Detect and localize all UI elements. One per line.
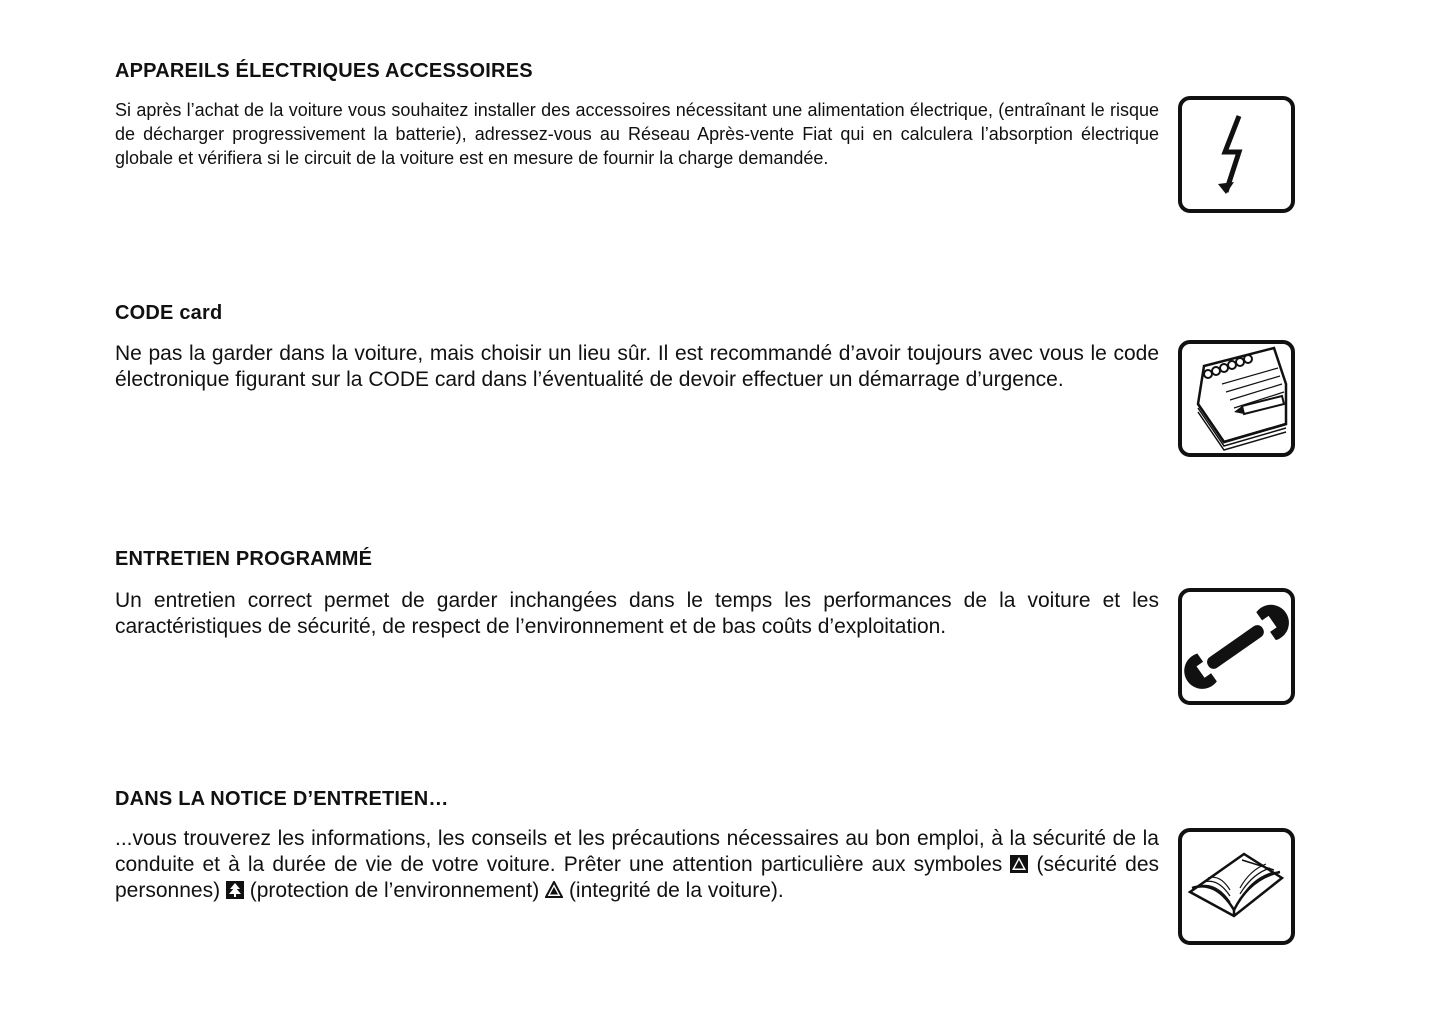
open-book-icon <box>1178 828 1295 945</box>
section-heading: APPAREILS ÉLECTRIQUES ACCESSOIRES <box>115 60 533 82</box>
spiral-notebook-pencil-icon <box>1178 340 1295 457</box>
section-text: Si après l’achat de la voiture vous souhaitez installer des accessoires nécessitant une alimentation électrique, (entraînant le risque de décharger progressivement la batterie), adressez-vous au Réseau Après-vente Fiat qui en calculera l’absorption électrique globale et vérifiera si le circuit de la voiture est en mesure de fournir la charge demandée. <box>115 100 1159 168</box>
text-part-3: (protection de l’environnement) <box>249 879 540 902</box>
section-heading: CODE card <box>115 302 223 324</box>
environment-protection-icon <box>226 881 244 899</box>
section-text <box>115 826 1159 904</box>
person-safety-warning-icon <box>1010 855 1028 873</box>
lightning-bolt-icon <box>1178 96 1295 213</box>
section-code-card <box>115 302 1295 462</box>
text-part-4: (integrité de la voiture). <box>568 879 784 902</box>
section-heading: DANS LA NOTICE D’ENTRETIEN… <box>115 788 449 810</box>
vehicle-integrity-warning-icon <box>545 881 563 899</box>
section-text: Un entretien correct permet de garder inchangées dans le temps les performances de la voiture et les caractéristiques de sécurité, de respect de l’environnement et de bas coûts d’exploitation. <box>115 589 1159 638</box>
section-maintenance-manual <box>115 788 1295 948</box>
wrench-icon <box>1178 588 1295 705</box>
section-scheduled-maintenance <box>115 548 1295 708</box>
section-heading: ENTRETIEN PROGRAMMÉ <box>115 548 373 570</box>
text-part-1: ...vous trouverez les informations, les conseils et les précautions nécessaires au bon emploi, à la sécurité de la conduite et à la durée de vie de votre voiture. Prêter une attention particulière aux symboles <box>115 827 1159 876</box>
text-part-2: (sécurité des personnes) <box>115 853 1159 902</box>
section-electrical-accessories <box>115 60 1295 220</box>
section-text: Ne pas la garder dans la voiture, mais choisir un lieu sûr. Il est recommandé d’avoir toujours avec vous le code électronique figurant sur la CODE card dans l’éventualité de devoir effectuer un démarrage d’urgence. <box>115 342 1159 391</box>
